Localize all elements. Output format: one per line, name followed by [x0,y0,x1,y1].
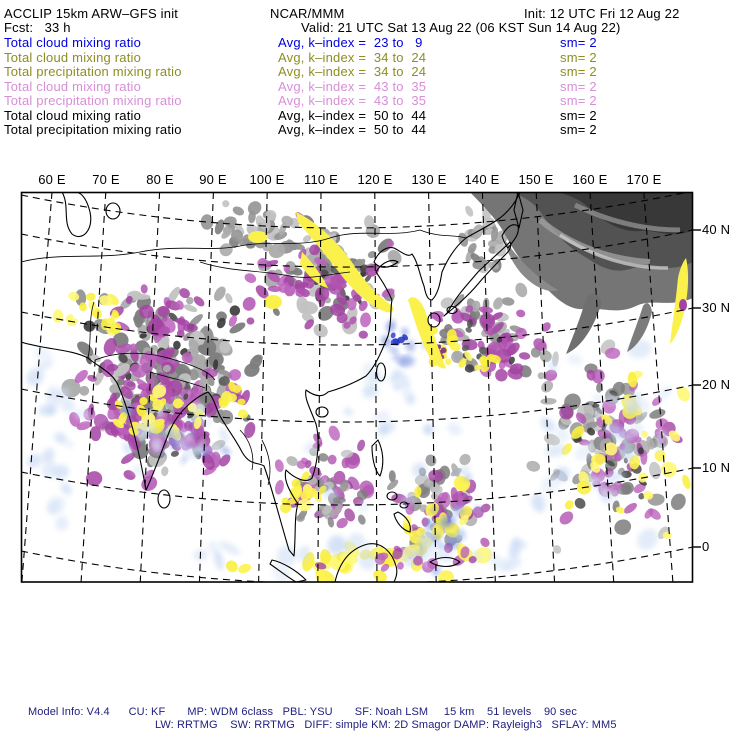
lon-tick-label: 80 E [146,172,174,187]
legend-row-sm: sm= 2 [560,64,597,79]
latitude-axis [702,0,740,740]
lon-tick-label: 170 E [626,172,662,187]
legend-row-sm: sm= 2 [560,35,597,50]
plot-title: ACCLIP 15km ARW–GFS init [4,6,179,21]
valid-time: Valid: 21 UTC Sat 13 Aug 22 (06 KST Sun 14 Aug 22) [301,20,621,35]
lat-tick-label: 20 N [702,377,731,392]
lat-tick-label: 40 N [702,222,731,237]
lon-tick-label: 120 E [357,172,393,187]
lon-tick-label: 90 E [199,172,227,187]
legend-row-stat: Avg, k–index = 50 to 44 [278,107,427,123]
legend-row-stat: Avg, k–index = 50 to 44 [278,122,427,137]
legend-row-sm: sm= 2 [560,122,597,137]
legend-row-sm: sm= 2 [560,49,597,65]
lat-tick-label: 30 N [702,300,731,315]
org-label: NCAR/MMM [270,6,345,21]
latitude-ticks [693,230,701,547]
legend-row-label: Total precipitation mixing ratio [4,64,182,79]
legend-row-stat: Avg, k–index = 34 to 24 [278,64,427,79]
model-info-line1: Model Info: V4.4 CU: KF MP: WDM 6class PBL: YSU SF: Noah LSM 15 km 51 levels 90 sec [28,706,577,718]
lat-tick-label: 0 [702,539,710,554]
init-time: Init: 12 UTC Fri 12 Aug 22 [524,6,680,21]
legend-row-stat: Avg, k–index = 34 to 24 [278,49,427,65]
longitude-axis [0,173,740,188]
legend-row-label: Total precipitation mixing ratio [4,93,182,108]
model-info-line2: LW: RRTMG SW: RRTMG DIFF: simple KM: 2D Smagor DAMP: Rayleigh3 SFLAY: MM5 [155,719,617,731]
legend-row-stat: Avg, k–index = 43 to 35 [278,78,427,94]
legend-row-label: Total cloud mixing ratio [4,35,142,50]
legend-row-label: Total cloud mixing ratio [4,78,142,94]
legend-row-sm: sm= 2 [560,78,597,94]
legend-row-label: Total cloud mixing ratio [4,49,142,65]
lat-tick-label: 10 N [702,460,731,475]
legend-row-stat: Avg, k–index = 43 to 35 [278,93,427,108]
lon-tick-label: 160 E [572,172,608,187]
lon-tick-label: 60 E [38,172,66,187]
lon-tick-label: 130 E [411,172,447,187]
lon-tick-label: 110 E [303,172,338,187]
legend-row-label: Total precipitation mixing ratio [4,122,182,137]
forecast-hour: Fcst: 33 h [4,20,71,35]
legend-row-sm: sm= 2 [560,107,597,123]
legend-row-sm: sm= 2 [560,93,597,108]
lon-tick-label: 100 E [249,172,285,187]
lon-tick-label: 140 E [464,172,500,187]
legend-row-stat: Avg, k–index = 23 to 9 [278,35,423,50]
lon-tick-label: 70 E [92,172,120,187]
lon-tick-label: 150 E [518,172,554,187]
legend-row-label: Total cloud mixing ratio [4,107,142,123]
